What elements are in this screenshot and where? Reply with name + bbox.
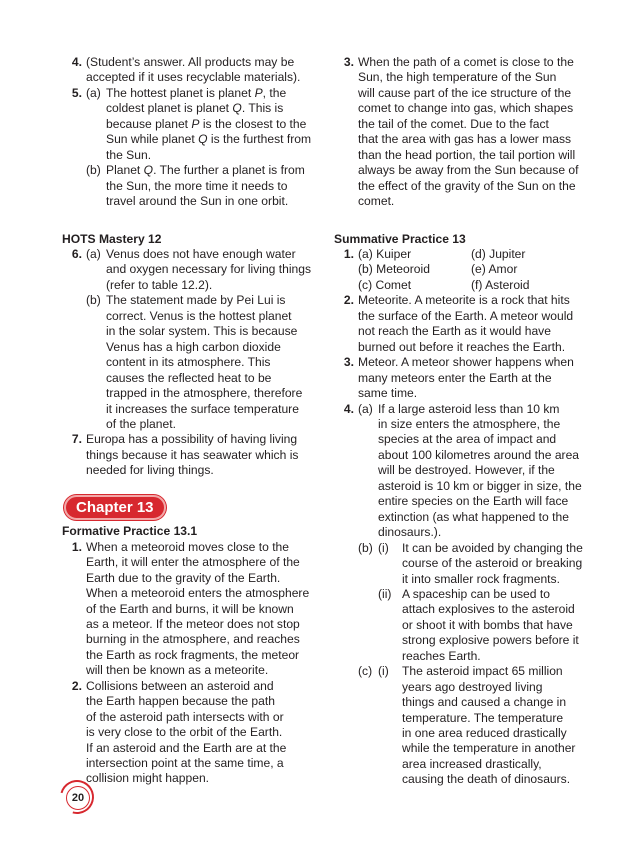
text-line: burned out before it reaches the Earth.	[358, 339, 566, 354]
choice: (f) Asteroid	[471, 277, 530, 292]
summative-answer-2	[334, 293, 584, 355]
answer-7	[62, 432, 312, 478]
text-line: is very close to the orbit of the Earth.	[86, 725, 283, 740]
answer-5	[62, 86, 312, 210]
item-number: 2.	[343, 293, 354, 308]
text-line: in size enters the atmosphere, the	[378, 416, 561, 431]
item-number: 3.	[343, 355, 354, 370]
choice: (b) Meteoroid	[358, 262, 430, 277]
text-line: not reach the Earth as it would have	[358, 324, 551, 339]
text-line: coldest planet is planet Q. This is	[106, 101, 284, 116]
text-line: of the Earth and burns, it will be known	[86, 601, 294, 616]
item-number: 4.	[71, 55, 82, 69]
text-line: correct. Venus is the hottest planet	[106, 308, 292, 323]
text-line: Meteor. A meteor shower happens when	[358, 355, 574, 370]
choice: (e) Amor	[471, 262, 518, 277]
item-number: 5.	[71, 85, 82, 100]
text-line: the tail of the comet. Due to the fact	[358, 116, 549, 131]
text-line: asteroid is 10 km or bigger in size, the	[378, 478, 582, 493]
text-line: trapped in the atmosphere, therefore	[106, 386, 303, 401]
item-number: 3.	[343, 55, 354, 69]
sub-sub-label: (ii)	[378, 586, 392, 601]
text-line: always be away from the Sun because of	[358, 163, 579, 178]
sub-label: (a)	[86, 85, 101, 100]
summative-answer-4	[334, 402, 584, 788]
text-line: Planet Q. The further a planet is from	[106, 163, 305, 178]
sub-sub-label: (i)	[378, 540, 389, 555]
text-line: will then be known as a meteorite.	[86, 663, 269, 678]
text-line: Sun, the high temperature of the Sun	[358, 70, 557, 85]
text-line: things and caused a change in	[402, 695, 567, 710]
text-line: species at the area of impact and	[378, 432, 557, 447]
text-line: If a large asteroid less than 10 km	[378, 401, 560, 416]
text-line: and oxygen necessary for living things	[106, 262, 312, 277]
summative-answer-1	[334, 247, 584, 293]
chapter-tag: Chapter 13	[64, 495, 166, 520]
sub-label: (b)	[86, 163, 101, 178]
text-line: strong explosive powers before it	[402, 633, 579, 648]
text-line: comet to change into gas, which shapes	[358, 101, 574, 116]
text-line: things because it has seawater which is	[86, 447, 299, 462]
text-line: because planet P is the closest to the	[106, 116, 307, 131]
text-line: it into smaller rock fragments.	[402, 571, 560, 586]
sub-label: (c)	[358, 664, 373, 679]
text-line: burning in the atmosphere, and reaches	[86, 632, 300, 647]
text-line: Venus has a high carbon dioxide	[106, 339, 281, 354]
item-number: 1.	[71, 539, 82, 554]
text-line: temperature. The temperature	[402, 710, 564, 725]
text-line: area increased drastically,	[402, 756, 542, 771]
text-line: It can be avoided by changing the	[402, 540, 583, 555]
text-line: the Sun.	[106, 147, 152, 162]
text-line: travel around the Sun in one orbit.	[106, 194, 289, 209]
text-line: intersection point at the same time, a	[86, 756, 284, 771]
text-line: The hottest planet is planet P, the	[106, 85, 287, 100]
text-line: the Earth as rock fragments, the meteor	[86, 647, 300, 662]
text-line: Earth due to the gravity of the Earth.	[86, 570, 281, 585]
choice: (c) Comet	[358, 277, 412, 292]
section-heading-formative: Formative Practice 13.1	[62, 524, 198, 539]
sub-label: (a)	[358, 401, 373, 416]
text-line: entire species on the Earth will face	[378, 494, 569, 509]
item-number: 2.	[71, 678, 82, 693]
item-number: 7.	[71, 432, 82, 447]
text-line: in the solar system. This is because	[106, 324, 298, 339]
answer-6	[62, 247, 312, 432]
section-heading-summative: Summative Practice 13	[334, 231, 466, 246]
text-line: collision might happen.	[86, 771, 210, 786]
text-line: as a meteor. If the meteor does not stop	[86, 616, 300, 631]
sub-label: (a)	[86, 246, 101, 261]
formative-answer-2	[62, 679, 312, 787]
sub-label: (b)	[86, 293, 101, 308]
sub-label: (b)	[358, 540, 373, 555]
choice: (d) Jupiter	[471, 246, 526, 261]
text-line: Venus does not have enough water	[106, 246, 296, 261]
text-line: Collisions between an asteroid and	[86, 678, 274, 693]
text-line: years ago destroyed living	[402, 679, 543, 694]
text-line: the Sun, the more time it needs to	[106, 178, 288, 193]
right-column	[334, 55, 584, 788]
text-line: The statement made by Pei Lui is	[106, 293, 286, 308]
text-line: will cause part of the ice structure of the	[358, 85, 572, 100]
section-heading-hots: HOTS Mastery 12	[62, 231, 162, 246]
text-line: attach explosives to the asteroid	[402, 602, 575, 617]
text-line: the effect of the gravity of the Sun on the	[358, 178, 576, 193]
text-line: When a meteoroid moves close to the	[86, 539, 290, 554]
text-line: (Student’s answer. All products may be	[86, 55, 295, 69]
text-line: causing the death of dinosaurs.	[402, 772, 571, 787]
summative-answer-3	[334, 355, 584, 401]
text-line: The asteroid impact 65 million	[402, 664, 563, 679]
text-line: When the path of a comet is close to the	[358, 55, 574, 69]
answer-4	[62, 55, 312, 86]
text-line: it increases the surface temperature	[106, 401, 299, 416]
text-line: of the asteroid path intersects with or	[86, 709, 284, 724]
text-line: many meteors enter the Earth at the	[358, 370, 552, 385]
text-line: about 100 kilometres around the area	[378, 447, 580, 462]
text-line: the Earth happen because the path	[86, 694, 275, 709]
item-number: 4.	[343, 401, 354, 416]
text-line: of the planet.	[106, 416, 176, 431]
text-line: causes the reflected heat to be	[106, 370, 272, 385]
text-line: (refer to table 12.2).	[106, 277, 213, 292]
text-line: dinosaurs.).	[378, 525, 442, 540]
page-number: 20	[66, 786, 90, 810]
text-line: or shoot it with bombs that have	[402, 617, 573, 632]
text-line: in one area reduced drastically	[402, 726, 567, 741]
formative-answer-1	[62, 540, 312, 679]
text-line: that the area with gas has a lower mass	[358, 132, 572, 147]
text-line: than the head portion, the tail portion will	[358, 147, 576, 162]
text-line: Earth, it will enter the atmosphere of the	[86, 555, 300, 570]
text-line: Meteorite. A meteorite is a rock that hits	[358, 293, 570, 308]
text-line: When a meteoroid enters the atmosphere	[86, 586, 310, 601]
text-line: will be destroyed. However, if the	[378, 463, 555, 478]
text-line: same time.	[358, 386, 418, 401]
page-number-badge	[60, 780, 94, 814]
text-line: A spaceship can be used to	[402, 586, 550, 601]
item-number: 6.	[71, 246, 82, 261]
text-line: comet.	[358, 194, 395, 209]
text-line: course of the asteroid or breaking	[402, 556, 583, 571]
text-line: content in its atmosphere. This	[106, 355, 271, 370]
text-line: If an asteroid and the Earth are at the	[86, 740, 287, 755]
text-line: Sun while planet Q is the furthest from	[106, 132, 312, 147]
left-column	[62, 55, 312, 787]
text-line: the surface of the Earth. A meteor would	[358, 308, 574, 323]
formative-answer-3	[334, 55, 584, 210]
sub-sub-label: (i)	[378, 664, 389, 679]
text-line: reaches Earth.	[402, 648, 481, 663]
text-line: while the temperature in another	[402, 741, 576, 756]
choice: (a) Kuiper	[358, 246, 412, 261]
text-line: accepted if it uses recyclable materials).	[86, 70, 301, 85]
text-line: Europa has a possibility of having living	[86, 432, 298, 447]
text-line: needed for living things.	[86, 463, 214, 478]
text-line: extinction (as what happened to the	[378, 509, 569, 524]
item-number: 1.	[343, 246, 354, 261]
